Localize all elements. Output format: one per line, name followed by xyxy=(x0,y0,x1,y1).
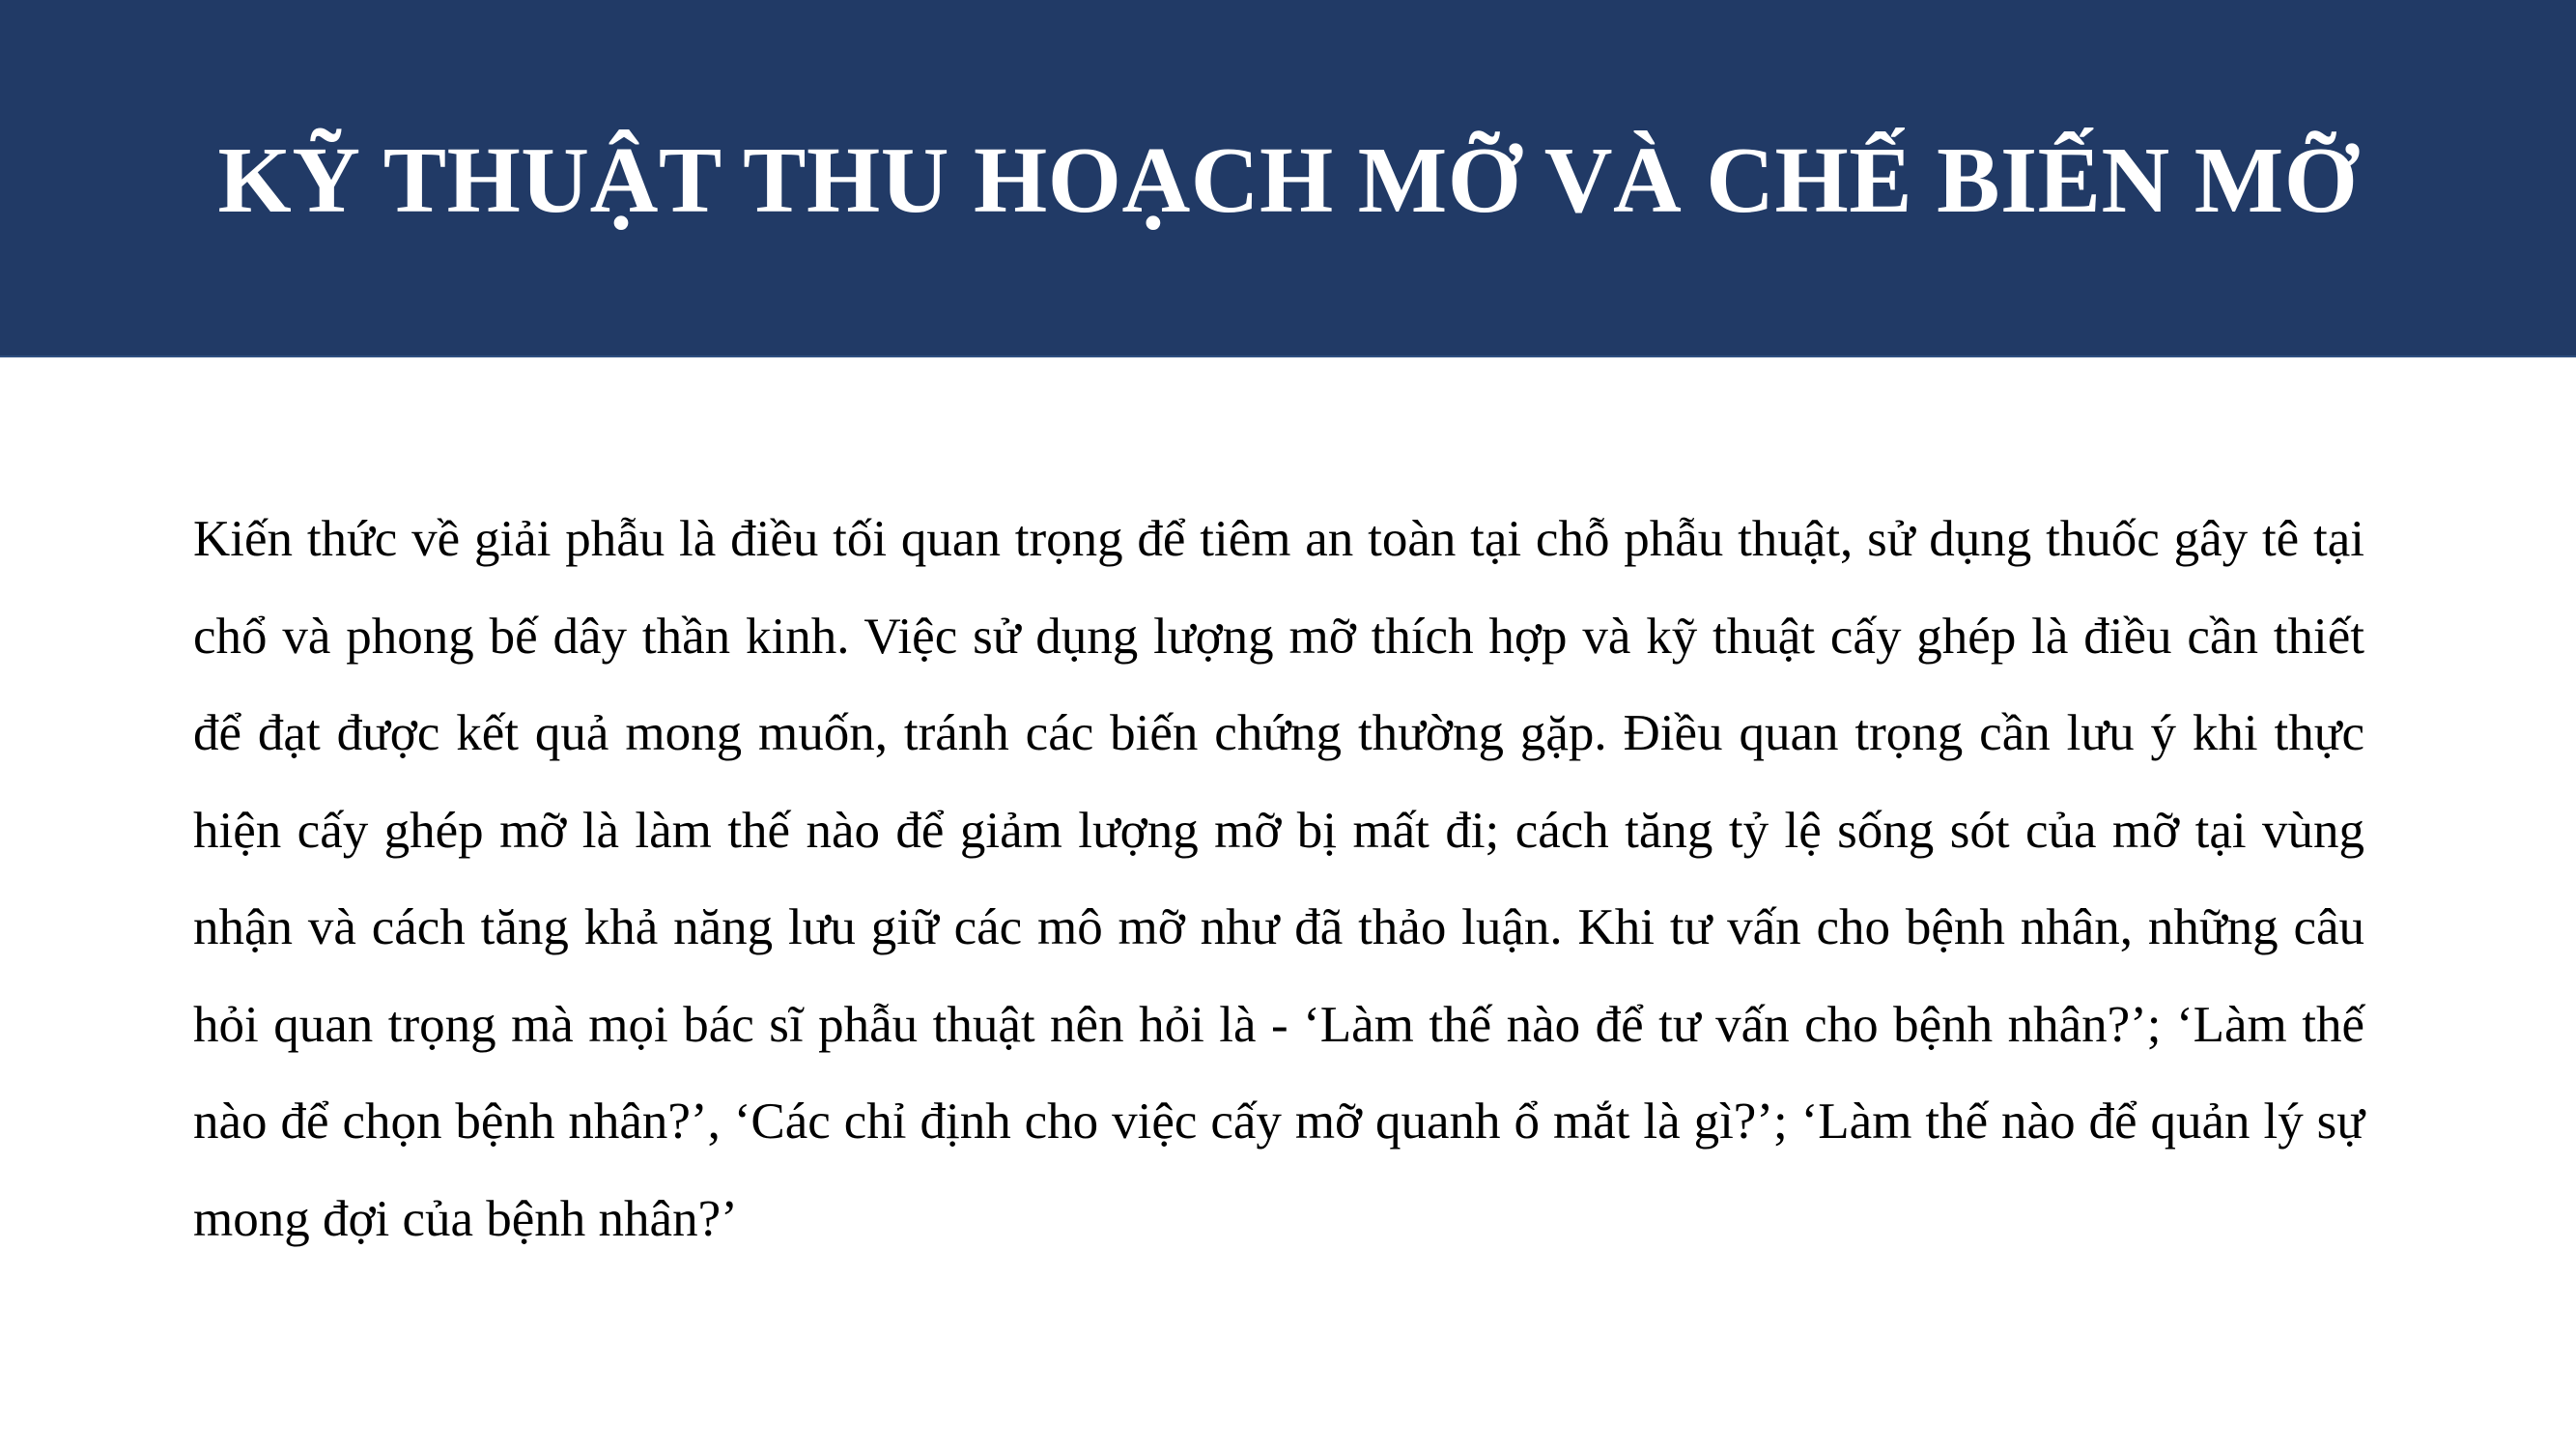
slide-title: KỸ THUẬT THU HOẠCH MỠ VÀ CHẾ BIẾN MỠ xyxy=(217,128,2359,233)
title-bar xyxy=(0,0,2576,357)
body-paragraph: Kiến thức về giải phẫu là điều tối quan trọng để tiêm an toàn tại chỗ phẫu thuật, sử dụng thuốc gây tê tại chổ và phong bế dây thần kinh. Việc sử dụng lượng mỡ thích hợp và kỹ thuật cấy ghép là điều cần thiết để đạt được kết quả mong muốn, tránh các biến chứng thường gặp. Điều quan trọng cần lưu ý khi thực hiện cấy ghép mỡ là làm thế nào để giảm lượng mỡ bị mất đi; cách tăng tỷ lệ sống sót của mỡ tại vùng nhận và cách tăng khả năng lưu giữ các mô mỡ như đã thảo luận. Khi tư vấn cho bệnh nhân, những câu hỏi quan trọng mà mọi bác sĩ phẫu thuật nên hỏi là - ‘Làm thế nào để tư vấn cho bệnh nhân?’; ‘Làm thế nào để chọn bệnh nhân?’, ‘Các chỉ định cho việc cấy mỡ quanh ổ mắt là gì?’; ‘Làm thế nào để quản lý sự mong đợi của bệnh nhân?’ xyxy=(193,511,2364,1247)
